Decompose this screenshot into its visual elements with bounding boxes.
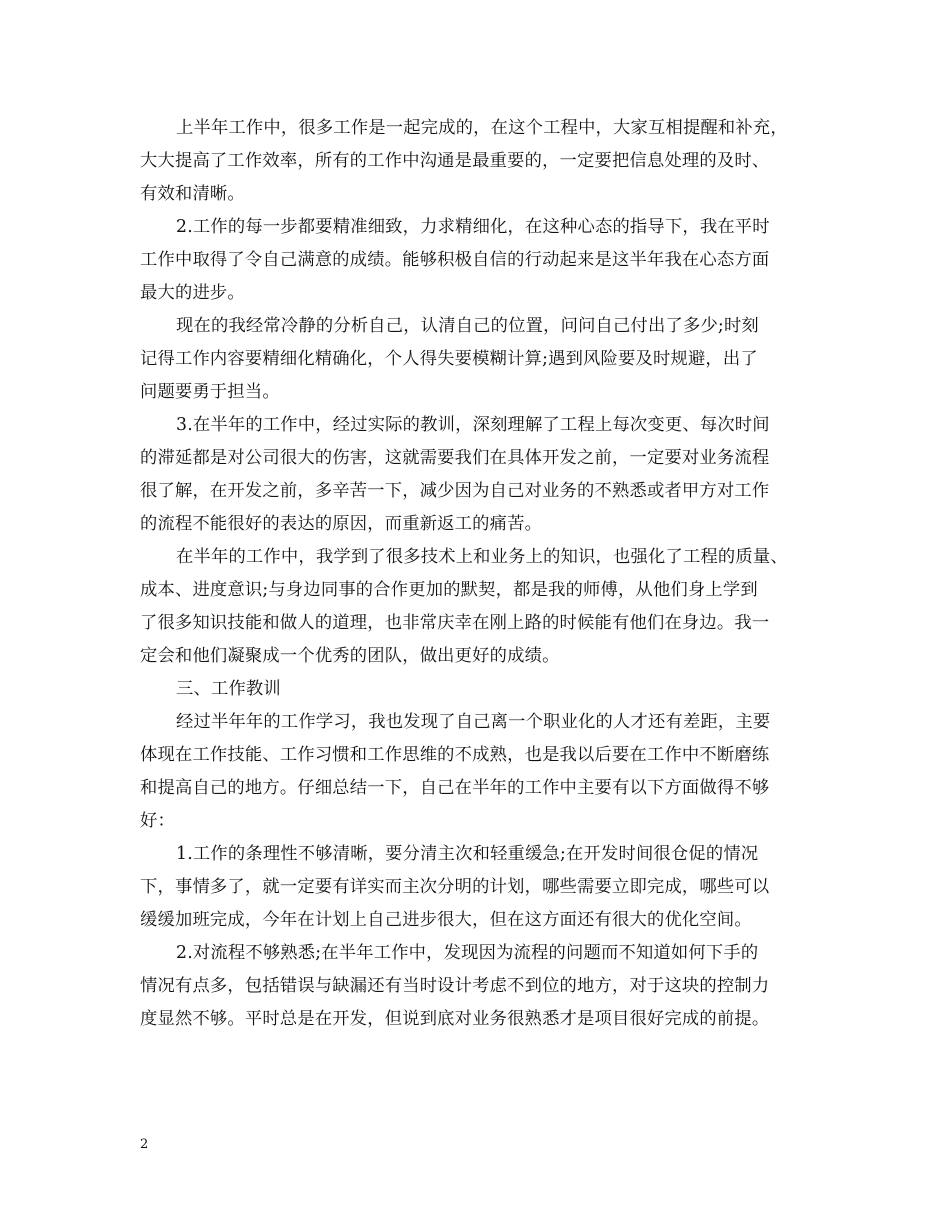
text-line: 下，事情多了，就一定要有详实而主次分明的计划，哪些需要立即完成，哪些可以 [140,877,770,897]
text-line: 度显然不够。平时总是在开发，但说到底对业务很熟悉才是项目很好完成的前提。 [140,1009,770,1029]
text-line: 的流程不能很好的表达的原因，而重新返工的痛苦。 [140,514,543,534]
text-line: 经过半年年的工作学习，我也发现了自己离一个职业化的人才还有差距，主要 [176,712,771,732]
text-line: 的滞延都是对公司很大的伤害，这就需要我们在具体开发之前，一定要对业务流程 [140,448,770,468]
text-line: 情况有点多，包括错误与缺漏还有当时设计考虑不到位的地方，对于这块的控制力 [140,976,770,996]
text-line: 好： [140,811,175,831]
text-line: 工作中取得了令自己满意的成绩。能够积极自信的行动起来是这半年我在心态方面 [140,250,770,270]
text-line: 有效和清晰。 [140,184,245,204]
page-number: 2 [140,1137,149,1152]
paragraph-self-analysis [140,310,840,409]
section-heading: 三、工作教训 [176,679,281,699]
section-heading-lessons [140,673,840,706]
paragraph-item-3-lessons [140,409,840,541]
text-line: 定会和他们凝聚成一个优秀的团队，做出更好的成绩。 [140,646,560,666]
text-line: 记得工作内容要精细化精确化，个人得失要模糊计算;遇到风险要及时规避，出了 [140,349,758,369]
text-line: 大大提高了工作效率，所有的工作中沟通是最重要的，一定要把信息处理的及时、 [140,151,770,171]
text-line: 最大的进步。 [140,283,245,303]
text-line: 3.在半年的工作中，经过实际的教训，深刻理解了工程上每次变更、每次时间 [176,415,770,435]
text-line: 成本、进度意识;与身边同事的合作更加的默契，都是我的师傅，从他们身上学到 [140,580,758,600]
paragraph-teamwork [140,112,840,211]
text-line: 1.工作的条理性不够清晰，要分清主次和轻重缓急;在开发时间很仓促的情况 [176,844,759,864]
text-line: 在半年的工作中，我学到了很多技术上和业务上的知识，也强化了工程的质量、 [176,547,788,567]
text-line: 很了解，在开发之前，多辛苦一下，减少因为自己对业务的不熟悉或者甲方对工作 [140,481,770,501]
text-line: 2.对流程不够熟悉;在半年工作中，发现因为流程的问题而不知道如何下手的 [176,943,759,963]
paragraph-item-2-precision [140,211,840,310]
text-line: 问题要勇于担当。 [140,382,280,402]
text-line: 2.工作的每一步都要精准细致，力求精细化，在这种心态的指导下，我在平时 [176,217,770,237]
paragraph-learning [140,541,840,673]
text-line: 和提高自己的地方。仔细总结一下，自己在半年的工作中主要有以下方面做得不够 [140,778,770,798]
paragraph-gap-summary [140,706,840,838]
text-line: 体现在工作技能、工作习惯和工作思维的不成熟，也是我以后要在工作中不断磨练 [140,745,770,765]
text-line: 缓缓加班完成，今年在计划上自己进步很大，但在这方面还有很大的优化空间。 [140,910,752,930]
paragraph-item-2-process [140,937,840,1036]
text-line: 上半年工作中，很多工作是一起完成的，在这个工程中，大家互相提醒和补充， [176,118,788,138]
document-body [140,112,840,1036]
paragraph-item-1-organization [140,838,840,937]
text-line: 现在的我经常冷静的分析自己，认清自己的位置，问问自己付出了多少;时刻 [176,316,759,336]
text-line: 了很多知识技能和做人的道理，也非常庆幸在刚上路的时候能有他们在身边。我一 [140,613,770,633]
